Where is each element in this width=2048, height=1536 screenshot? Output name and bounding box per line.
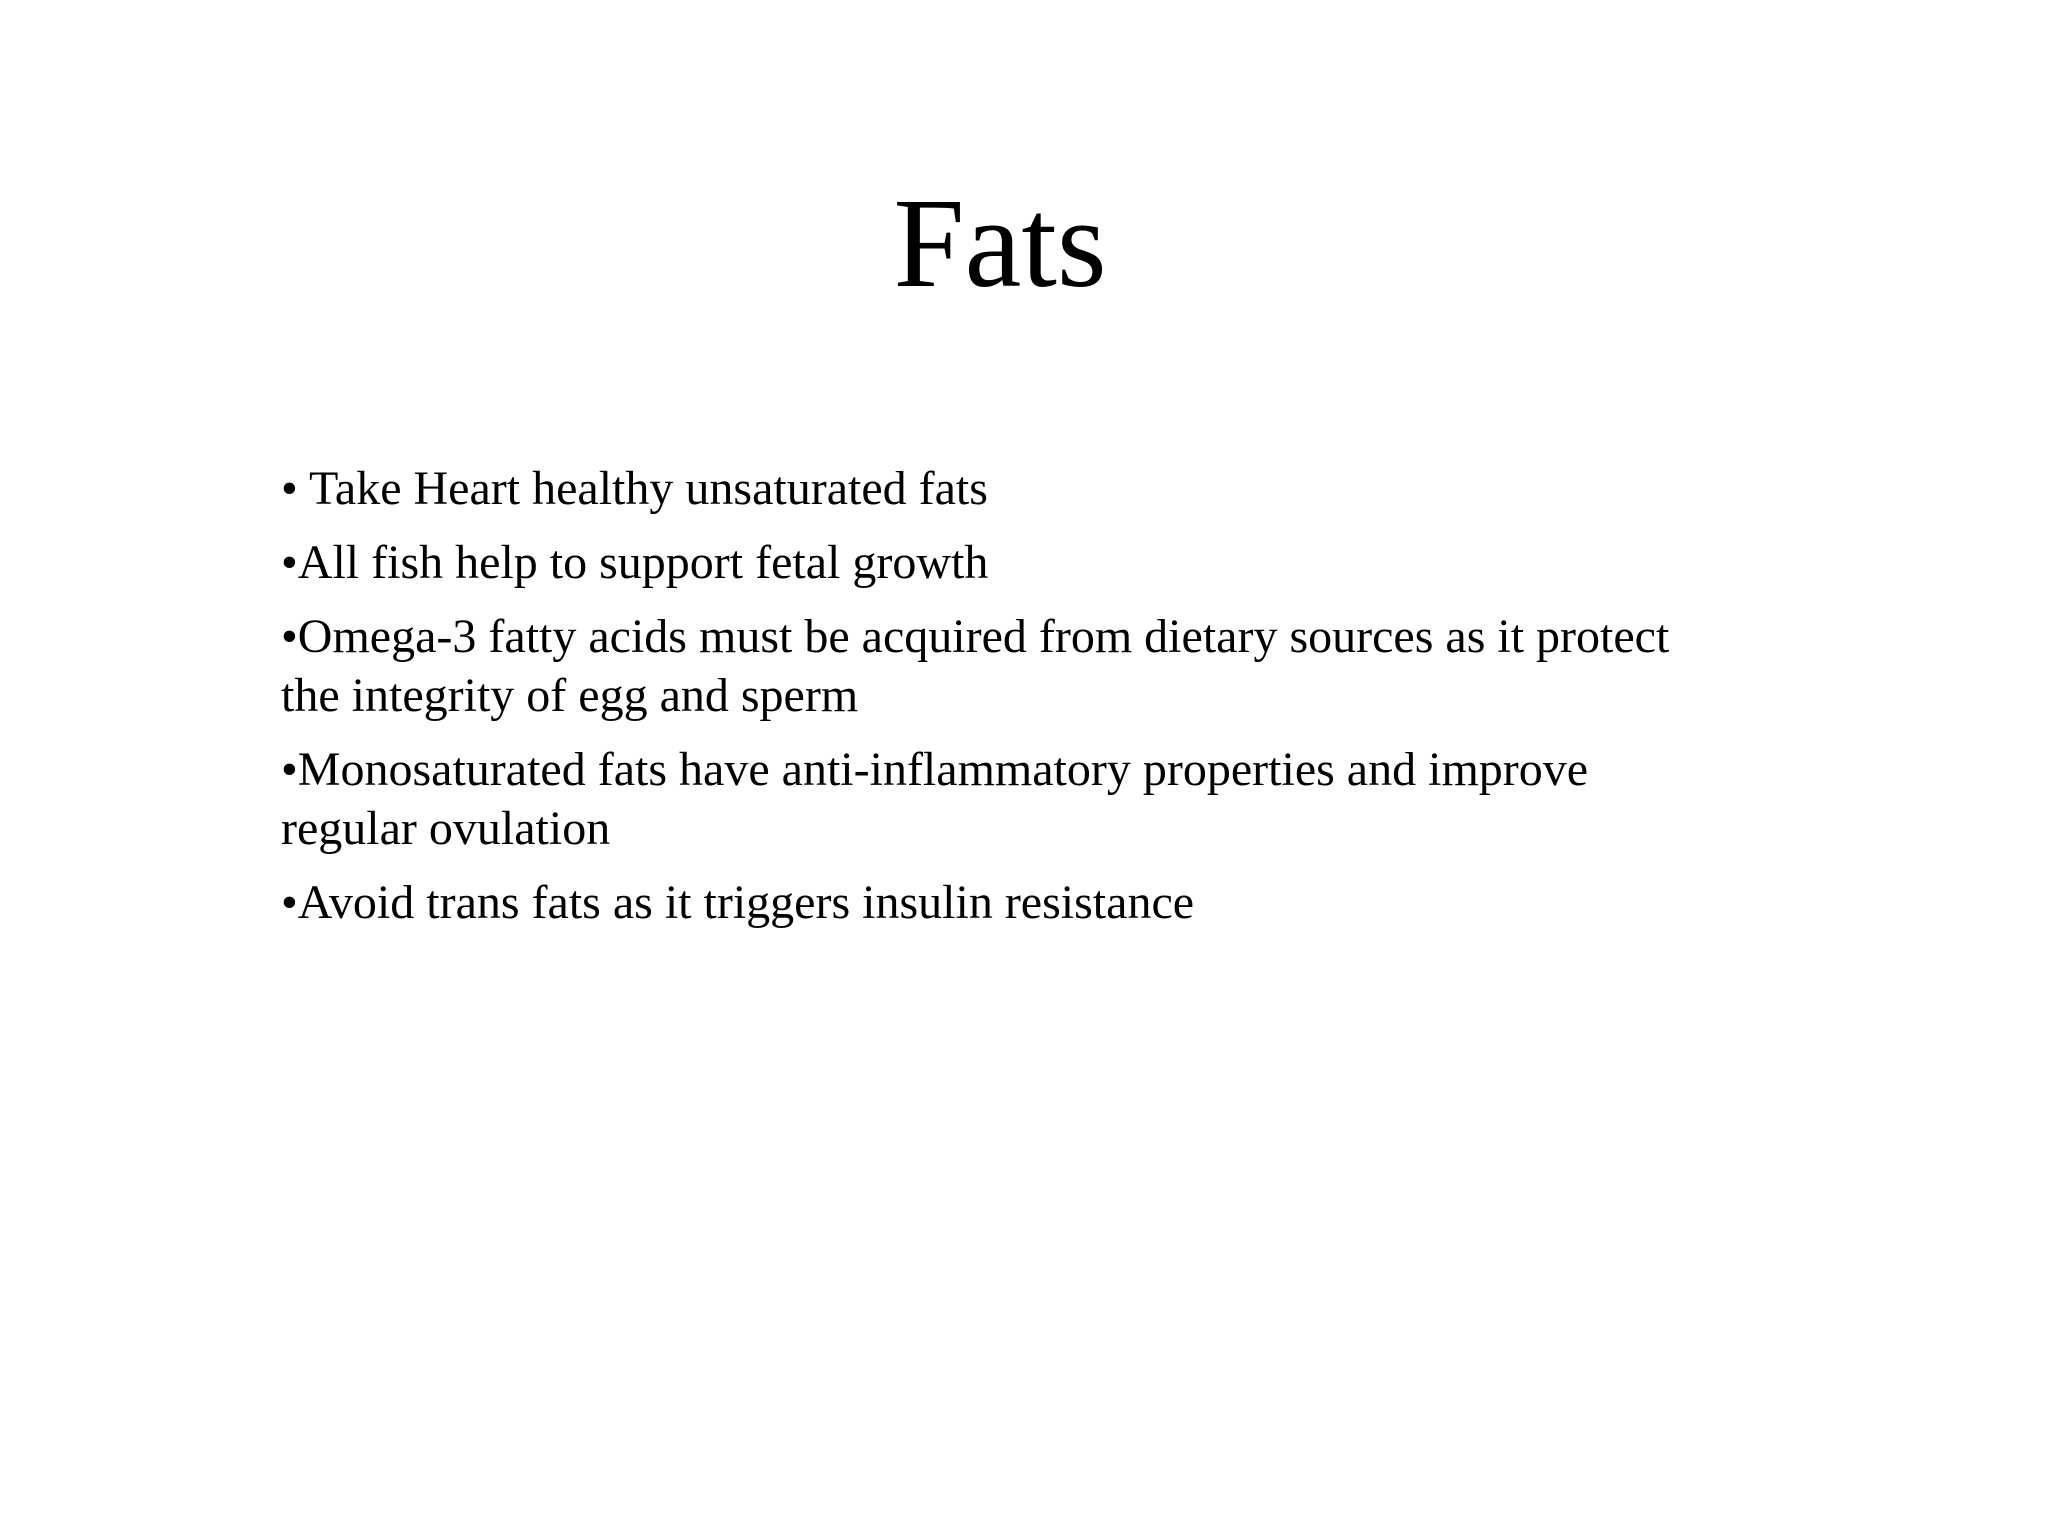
- bullet-item-fish: •All fish help to support fetal growth: [281, 536, 989, 589]
- bullet-list: [281, 459, 1691, 947]
- bullet-item-monosaturated-fats: •Monosaturated fats have anti-inflammatory properties and improve regular ovulation: [281, 743, 1589, 855]
- bullet-item-trans-fats: •Avoid trans fats as it triggers insulin resistance: [281, 876, 1195, 929]
- bullet-item-unsaturated-fats: • Take Heart healthy unsaturated fats: [281, 462, 988, 515]
- bullet-item-omega-3: •Omega-3 fatty acids must be acquired from dietary sources as it protect the integrity of egg and sperm: [281, 610, 1670, 722]
- slide-title: Fats: [893, 172, 1107, 314]
